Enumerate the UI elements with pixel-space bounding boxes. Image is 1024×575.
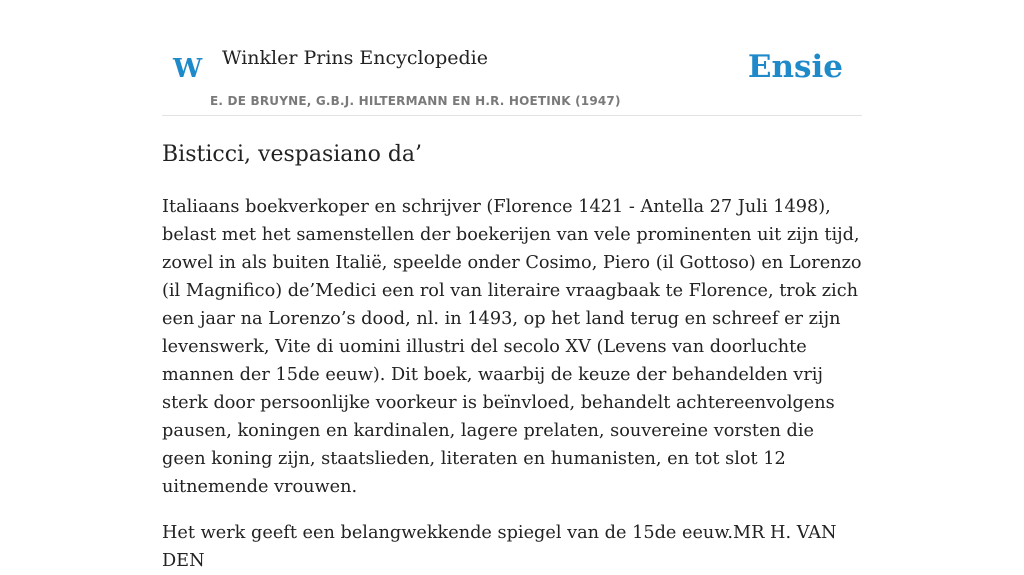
source-authors: E. DE BRUYNE, G.B.J. HILTERMANN EN H.R. HOETINK (1947) [210, 94, 621, 108]
article-paragraph-2: Het werk geeft een belangwekkende spiegel van de 15de eeuw.MR H. VAN DEN [162, 523, 837, 571]
source-logo-icon[interactable]: W [173, 54, 203, 84]
header [162, 44, 862, 116]
ensie-logo-link[interactable]: Ensie [747, 49, 843, 85]
article-title: Bisticci, vespasiano da’ [162, 142, 423, 167]
page [162, 0, 862, 575]
article-paragraph-1: Italiaans boekverkoper en schrijver (Florence 1421 - Antella 27 Juli 1498), belast met het samenstellen der boekerijen van vele prominenten uit zijn tijd, zowel in als buiten Italië, speelde onder Cosimo, Piero (il Gottoso) en Lorenzo (il Magnifico) de’Medici een rol van literaire vraagbaak te Florence, trok zich een jaar na Lorenzo’s dood, nl. in 1493, op het land terug en schreef er zijn levenswerk, Vite di uomini illustri del secolo XV (Levens van doorluchte mannen der 15de eeuw). Dit boek, waarbij de keuze der behandelden vrij sterk door persoonlijke voorkeur is beïnvloed, behandelt achtereenvolgens pausen, koningen en kardinalen, lagere prelaten, souvereine vorsten die geen koning zijn, staatslieden, literaten en humanisten, en tot slot 12 uitnemende vrouwen. [162, 197, 862, 497]
source-title-link[interactable]: Winkler Prins Encyclopedie [222, 47, 488, 69]
